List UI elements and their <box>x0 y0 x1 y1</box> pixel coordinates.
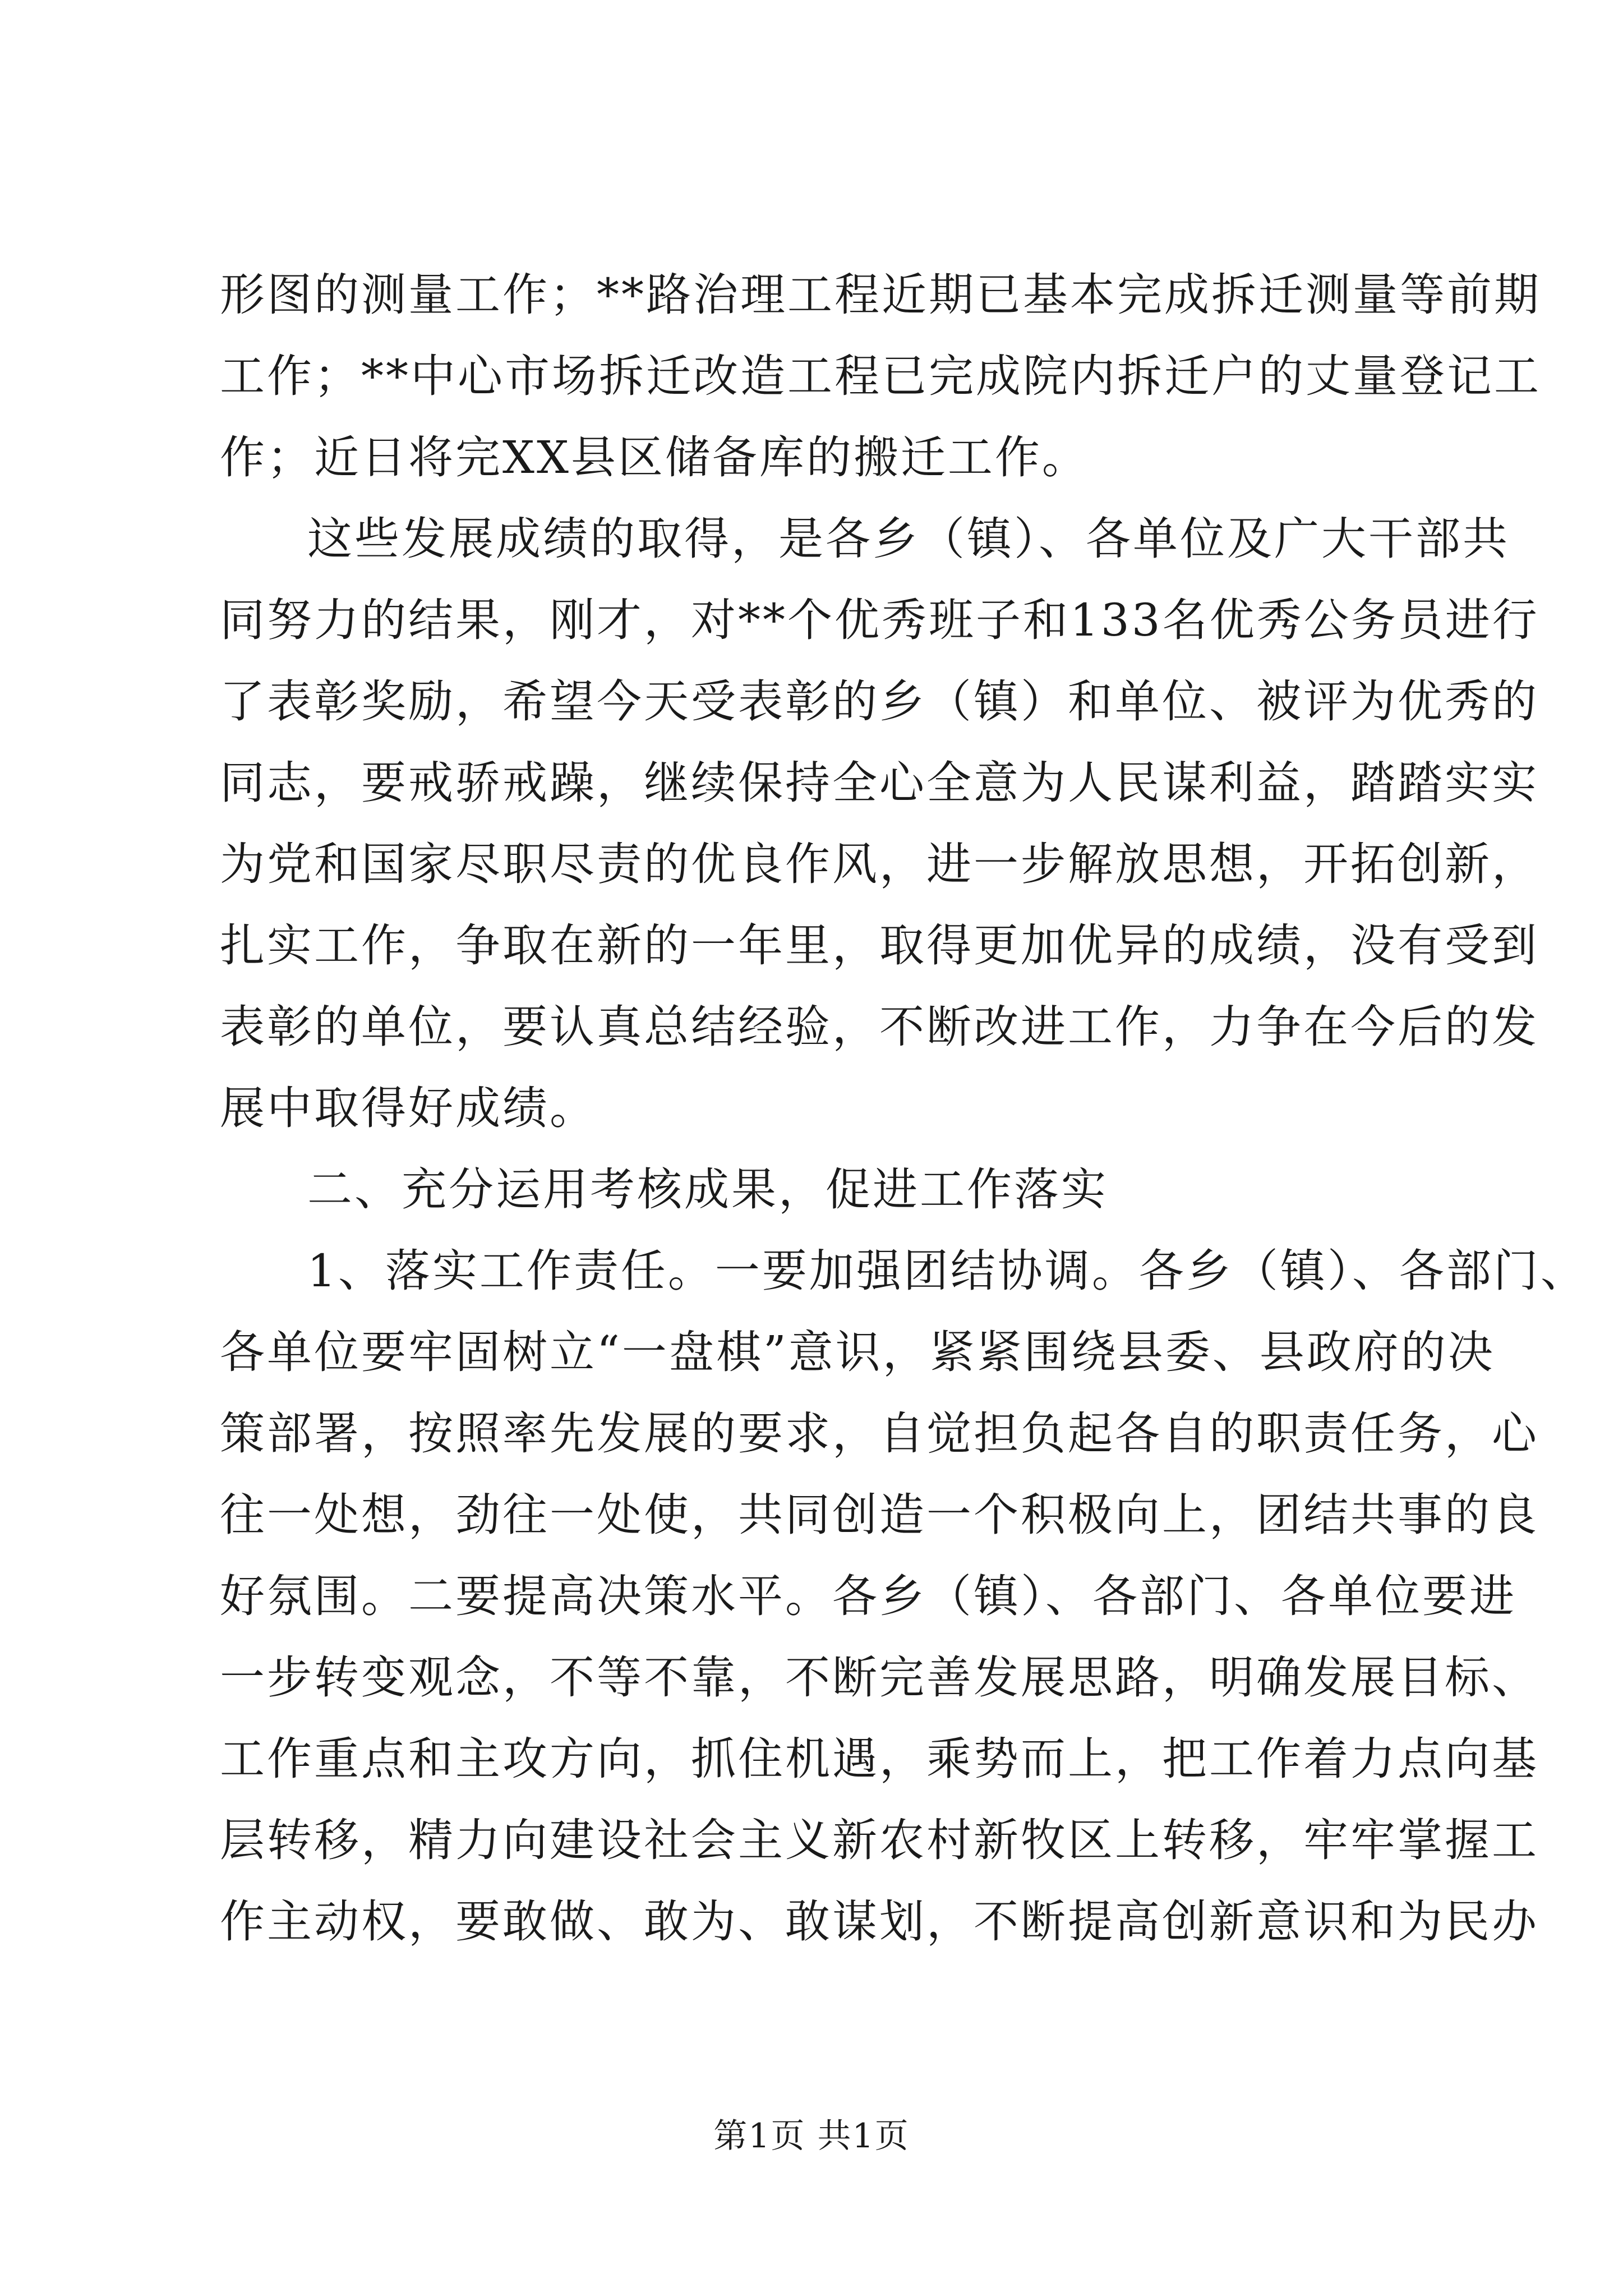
text-line-16: 往一处想，劲往一处使，共同创造一个积极向上，团结共事的良 <box>220 1489 1539 1541</box>
text-line-19: 工作重点和主攻方向，抓住机遇，乘势而上，把工作着力点向基 <box>220 1733 1539 1785</box>
text-line-7: 同志，要戒骄戒躁，继续保持全心全意为人民谋利益，踏踏实实 <box>220 757 1539 809</box>
text-line-15: 策部署，按照率先发展的要求，自觉担负起各自的职责任务，心 <box>220 1407 1539 1460</box>
text-line-5: 同努力的结果，刚才，对**个优秀班子和133名优秀公务员进行 <box>220 594 1539 646</box>
text-line-3: 作；近日将完XX县区储备库的搬迁工作。 <box>220 431 1089 484</box>
text-line-20: 层转移，精力向建设社会主义新农村新牧区上转移，牢牢掌握工 <box>220 1814 1539 1866</box>
text-line-11: 展中取得好成绩。 <box>220 1082 597 1134</box>
paragraph-line-13: 1、落实工作责任。一要加强团结协调。各乡（镇）、各部门、 <box>307 1245 1588 1297</box>
section-heading: 二、充分运用考核成果，促进工作落实 <box>307 1163 1108 1216</box>
text-line-8: 为党和国家尽职尽责的优良作风，进一步解放思想，开拓创新， <box>220 838 1539 890</box>
text-line-1: 形图的测量工作；**路治理工程近期已基本完成拆迁测量等前期 <box>220 269 1541 321</box>
text-line-21: 作主动权，要敢做、敢为、敢谋划，不断提高创新意识和为民办 <box>220 1895 1539 1948</box>
paragraph-line-4: 这些发展成绩的取得，是各乡（镇）、各单位及广大干部共 <box>307 513 1510 565</box>
text-line-6: 了表彰奖励，希望今天受表彰的乡（镇）和单位、被评为优秀的 <box>220 675 1539 728</box>
text-line-14: 各单位要牢固树立“一盘棋”意识，紧紧围绕县委、县政府的决 <box>220 1326 1495 1378</box>
page-number-footer: 第1页 共1页 <box>713 2116 910 2156</box>
text-line-2: 工作；**中心市场拆迁改造工程已完成院内拆迁户的丈量登记工 <box>220 350 1541 402</box>
text-line-10: 表彰的单位，要认真总结经验，不断改进工作，力争在今后的发 <box>220 1001 1539 1053</box>
text-line-17: 好氛围。二要提高决策水平。各乡（镇）、各部门、各单位要进 <box>220 1570 1516 1622</box>
text-line-9: 扎实工作，争取在新的一年里，取得更加优异的成绩，没有受到 <box>220 919 1539 972</box>
text-line-18: 一步转变观念，不等不靠，不断完善发展思路，明确发展目标、 <box>220 1651 1539 1704</box>
